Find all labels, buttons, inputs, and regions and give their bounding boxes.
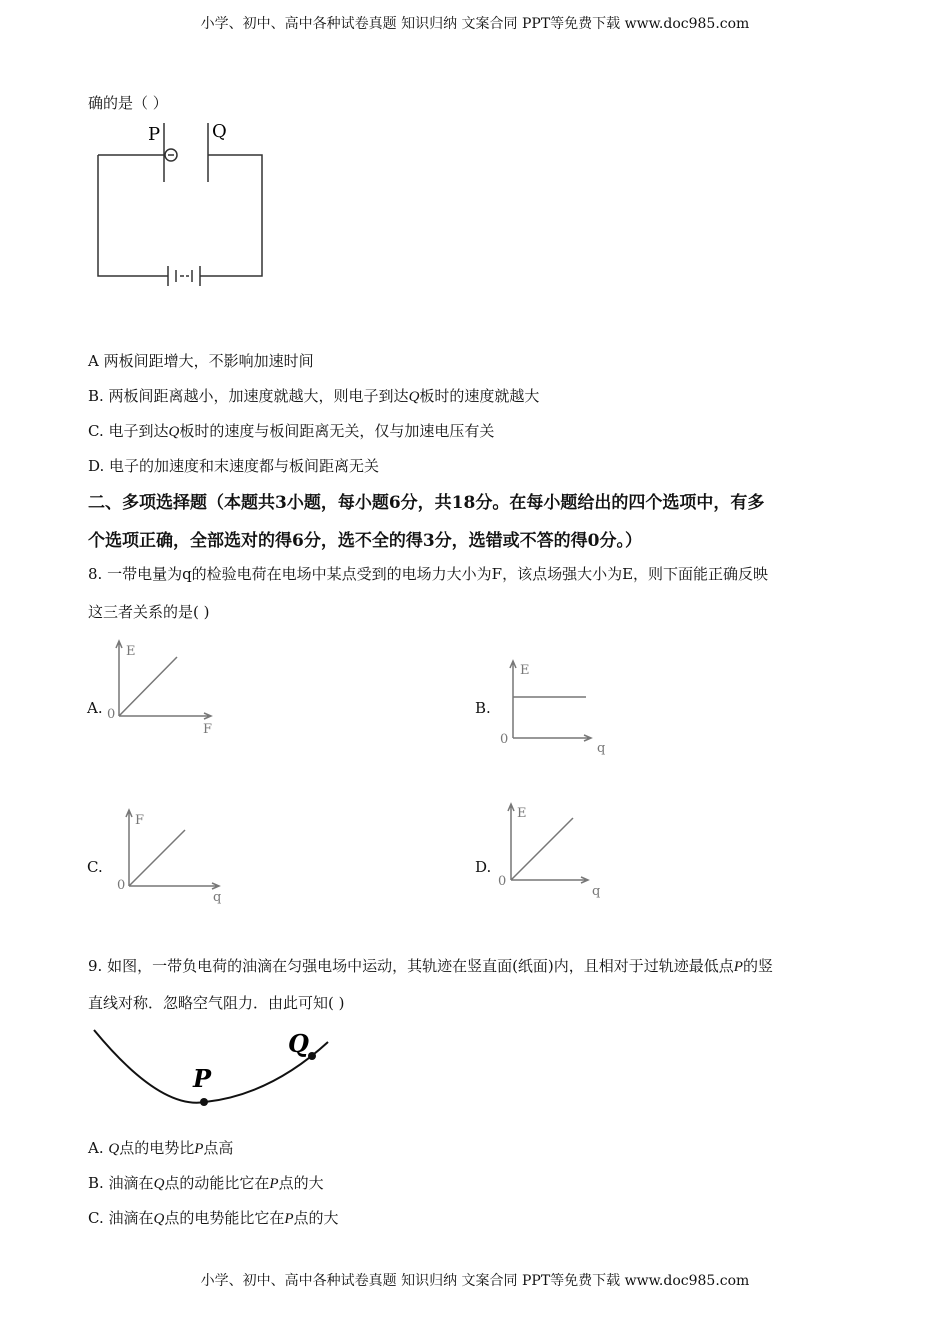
x-axis-label: q xyxy=(213,890,222,905)
q9-option-b xyxy=(88,1172,324,1193)
y-axis-label: F xyxy=(135,813,145,828)
q9-option-a xyxy=(88,1137,233,1158)
graph-label: A. xyxy=(87,699,103,717)
var: Q xyxy=(168,424,180,440)
origin-label: 0 xyxy=(107,707,116,722)
point-p-label: P xyxy=(193,1064,212,1093)
section-heading-line2: 个选项正确，全部选对的得6分，选不全的得3分，选错或不答的得0分。） xyxy=(88,531,642,551)
var: P xyxy=(733,959,743,975)
q8-line2: 这三者关系的是( ) xyxy=(88,603,210,621)
var: Q xyxy=(408,389,420,405)
origin-label: 0 xyxy=(117,878,126,893)
origin-label: 0 xyxy=(498,874,507,889)
option-text: 点的大 xyxy=(293,1209,339,1227)
option-text: 点的动能比它在 xyxy=(164,1174,270,1192)
option-text: C. 油滴在 xyxy=(88,1209,154,1227)
option-text: 点的电势比 xyxy=(119,1139,195,1157)
var: Q xyxy=(153,1211,165,1227)
option-text: 板时的速度与板间距离无关，仅与加速电压有关 xyxy=(179,422,495,440)
y-axis-label: E xyxy=(126,644,136,659)
q9-line2: 直线对称．忽略空气阻力．由此可知( ) xyxy=(88,994,345,1012)
x-axis-label: q xyxy=(597,741,606,756)
q7-option-d: D. 电子的加速度和末速度都与板间距离无关 xyxy=(88,457,380,475)
page-header: 小学、初中、高中各种试卷真题 知识归纳 文案合同 PPT等免费下载 www.doc985.com xyxy=(200,16,750,32)
var: P xyxy=(194,1141,204,1157)
option-text: 点的电势能比它在 xyxy=(164,1209,285,1227)
option-text: B. 油滴在 xyxy=(88,1174,154,1192)
x-axis-label: F xyxy=(203,722,213,737)
option-text: A. xyxy=(88,1139,109,1157)
plate-p-label: P xyxy=(148,124,161,145)
origin-label: 0 xyxy=(500,732,509,747)
q8-line1: 8. 一带电量为q的检验电荷在电场中某点受到的电场力大小为F，该点场强大小为E，则下面能正确反映 xyxy=(88,565,769,583)
var: Q xyxy=(108,1141,120,1157)
page-footer: 小学、初中、高中各种试卷真题 知识归纳 文案合同 PPT等免费下载 www.doc985.com xyxy=(200,1273,750,1289)
point-q-label: Q xyxy=(288,1029,309,1058)
graph-label: C. xyxy=(87,858,103,876)
y-axis-label: E xyxy=(517,806,527,821)
q9-option-c xyxy=(88,1207,339,1228)
var: Q xyxy=(153,1176,165,1192)
option-text: A 两板间距增大，不影响加速时间 xyxy=(88,352,314,370)
q9-text: 的竖 xyxy=(742,957,773,975)
x-axis-label: q xyxy=(592,884,601,899)
q7-stem-end: 确的是（ ） xyxy=(88,94,168,112)
q9-text: 9. 如图，一带负电荷的油滴在匀强电场中运动，其轨迹在竖直面(纸面)内，且相对于过轨迹最低点 xyxy=(88,957,734,975)
option-text: 点的大 xyxy=(278,1174,324,1192)
var: P xyxy=(284,1211,294,1227)
var: P xyxy=(269,1176,279,1192)
graph-label: D. xyxy=(475,858,492,876)
option-text: 点高 xyxy=(203,1139,234,1157)
option-text: C. 电子到达 xyxy=(88,422,169,440)
graph-label: B. xyxy=(475,699,491,717)
option-text: B. 两板间距离越小，加速度就越大，则电子到达 xyxy=(88,387,409,405)
option-text: 板时的速度就越大 xyxy=(419,387,540,405)
plate-q-label: Q xyxy=(212,121,227,142)
section-heading-line1: 二、多项选择题（本题共3小题，每小题6分，共18分。在每小题给出的四个选项中，有多 xyxy=(88,493,765,513)
y-axis-label: E xyxy=(520,663,530,678)
